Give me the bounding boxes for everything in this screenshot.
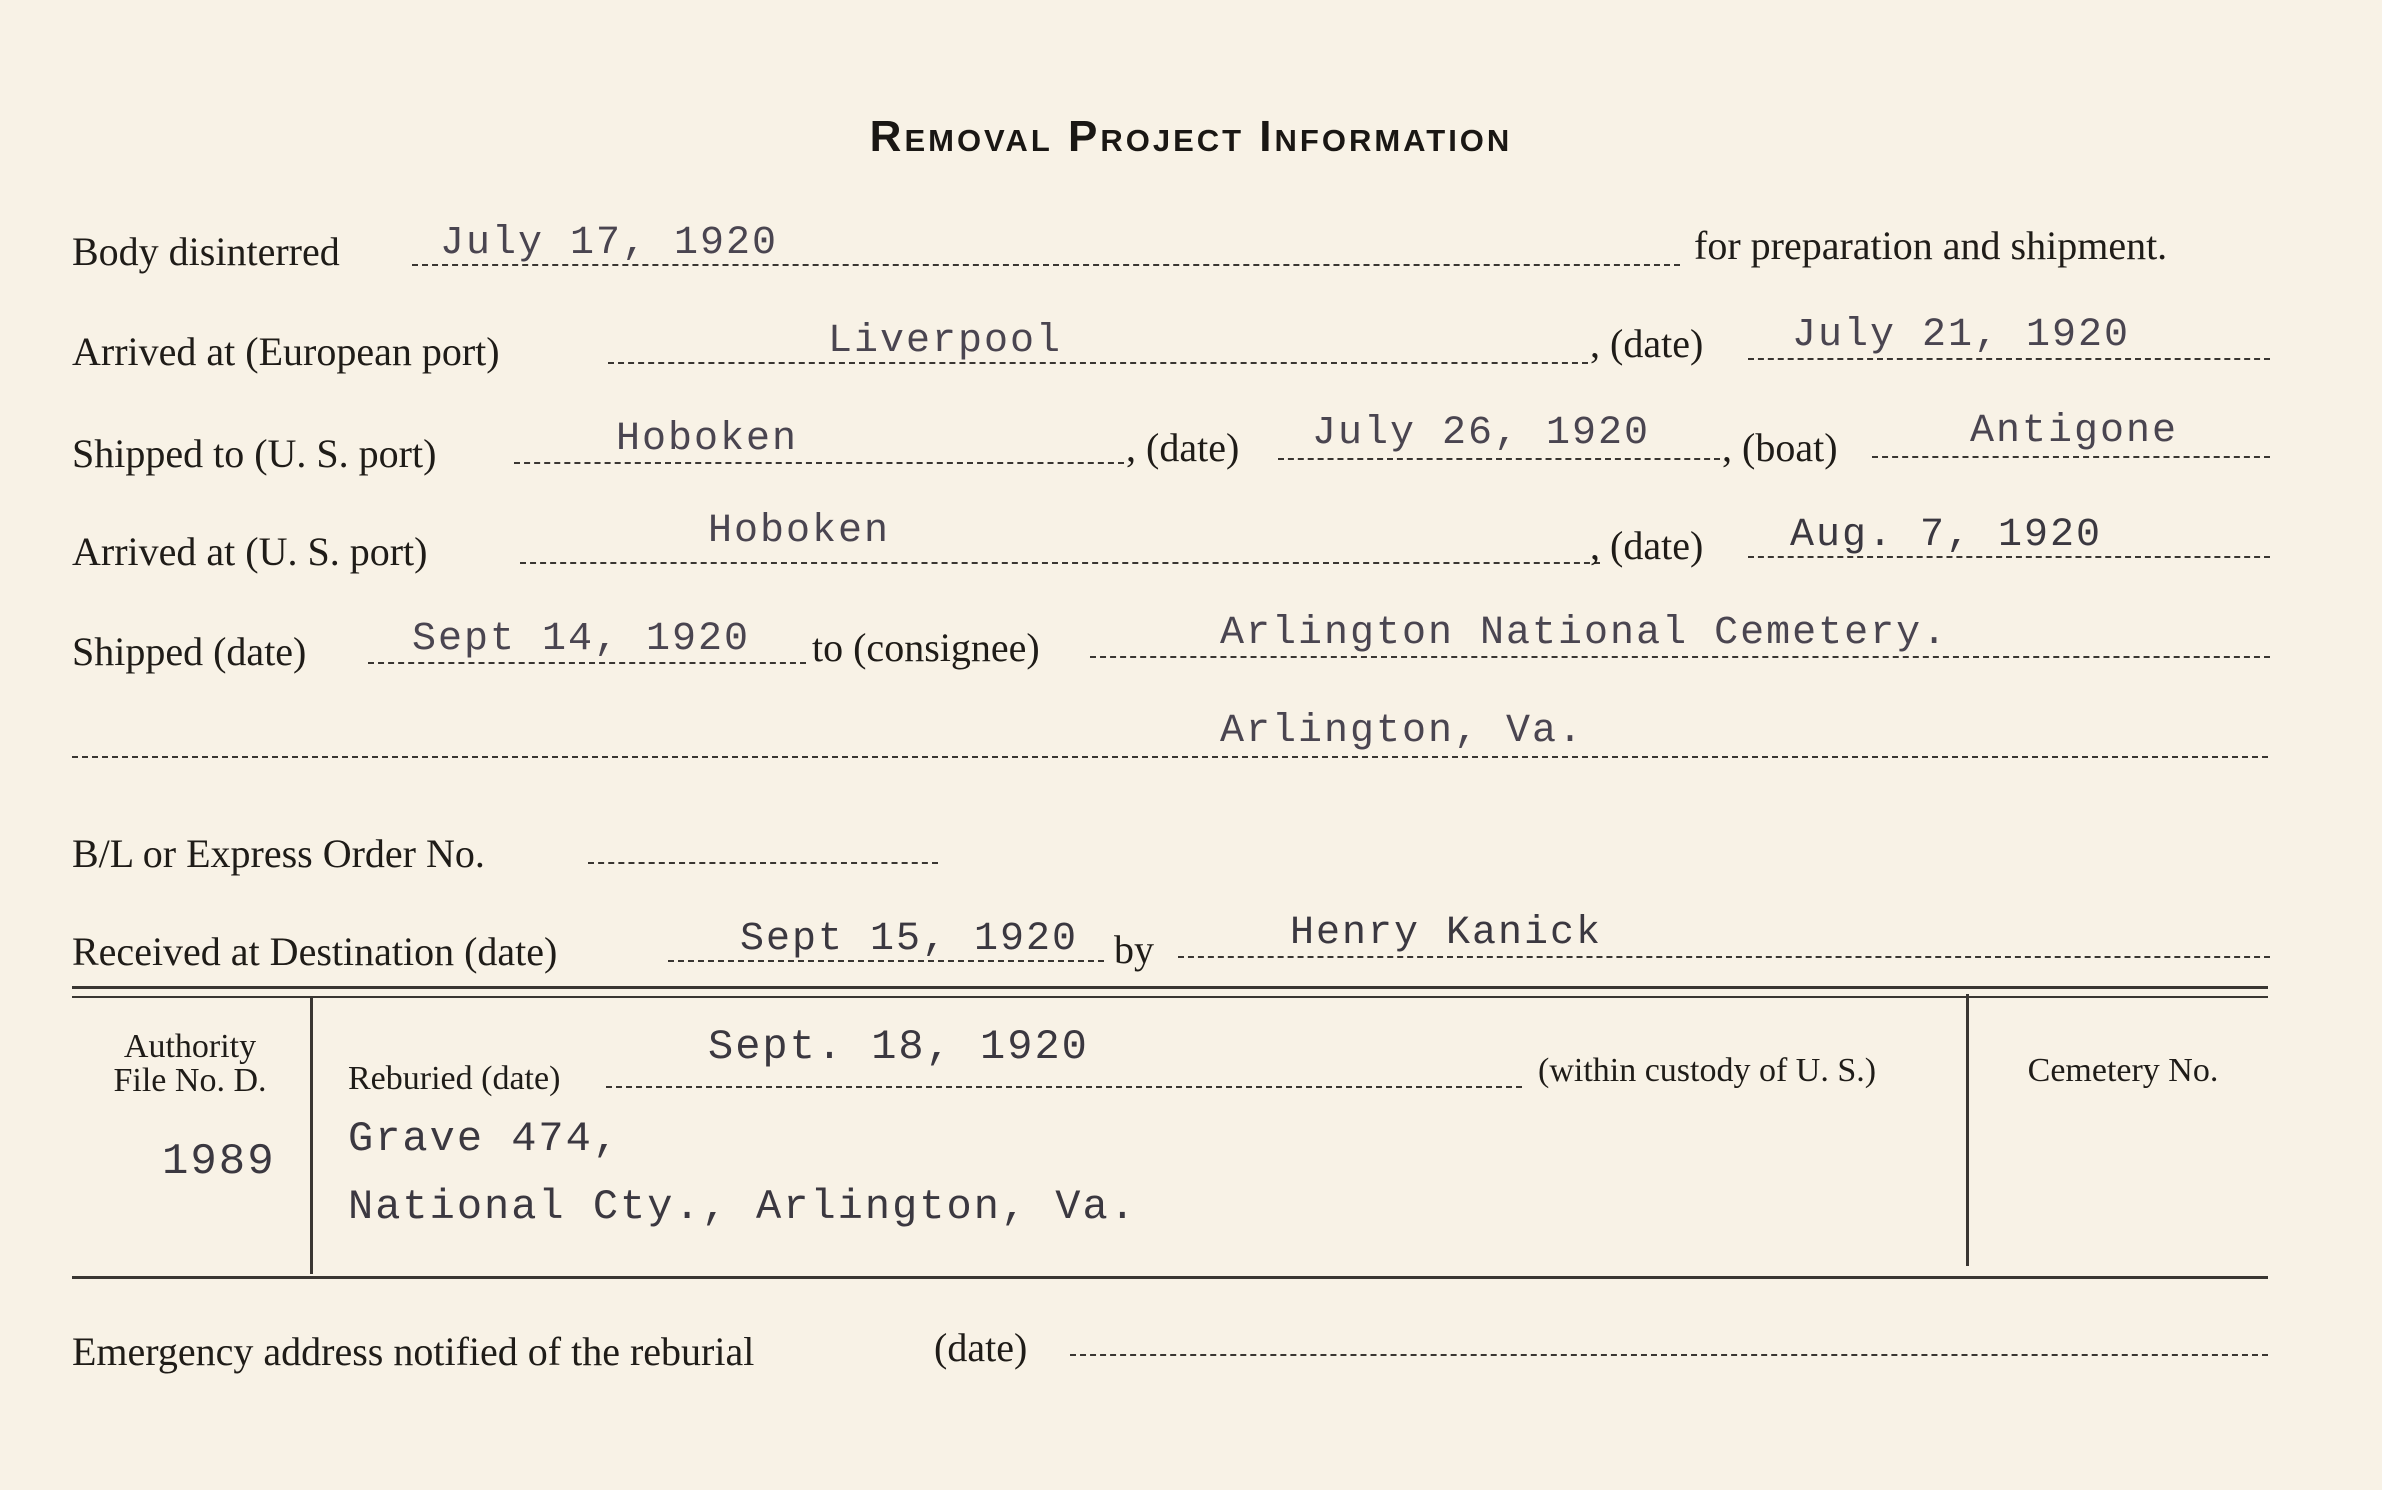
- european-port-date-line: [1748, 358, 2270, 360]
- arrived-date-value: Aug. 7, 1920: [1790, 513, 2103, 558]
- reburied-label: Reburied (date): [348, 1060, 561, 1097]
- boat-line: [1872, 456, 2270, 458]
- received-by-label: by: [1114, 927, 1154, 972]
- grave-line-1: Grave 474,: [348, 1115, 621, 1163]
- consignee-label: to (consignee): [812, 625, 1040, 670]
- authority-file-value: 1989: [162, 1137, 276, 1187]
- european-port-line: [608, 362, 1588, 364]
- european-port-date-label: , (date): [1590, 321, 1704, 366]
- emergency-date-label: (date): [934, 1325, 1028, 1370]
- shipped-date-row-label: Shipped (date): [72, 629, 307, 674]
- bl-order-line: [588, 862, 938, 864]
- box-top-rule-inner: [72, 996, 2268, 998]
- bl-order-label: B/L or Express Order No.: [72, 831, 485, 876]
- arrived-us-port-line: [520, 562, 1600, 564]
- body-disinterred-suffix: for preparation and shipment.: [1694, 223, 2168, 268]
- body-disinterred-value: July 17, 1920: [440, 221, 779, 266]
- boat-label: , (boat): [1722, 425, 1838, 470]
- arrived-us-port-label: Arrived at (U. S. port): [72, 529, 428, 574]
- emergency-date-line: [1070, 1354, 2268, 1356]
- box-top-rule: [72, 986, 2268, 989]
- shipped-us-port-value: Hoboken: [616, 417, 799, 462]
- received-by-line: [1178, 956, 2270, 958]
- shipped-us-port-line: [514, 462, 1124, 464]
- reburied-value: Sept. 18, 1920: [708, 1023, 1089, 1071]
- european-port-label: Arrived at (European port): [72, 329, 500, 374]
- authority-label-1: Authority: [123, 1028, 257, 1065]
- shipped-date-label: , (date): [1126, 425, 1240, 470]
- consignee-line-2: [72, 756, 2268, 758]
- shipped-us-port-label: Shipped to (U. S. port): [72, 431, 437, 476]
- european-port-date-value: July 21, 1920: [1792, 313, 2131, 358]
- box-bottom-rule: [72, 1276, 2268, 1279]
- shipped-date-line: [1278, 458, 1720, 460]
- shipped-date-row-line: [368, 662, 806, 664]
- consignee-value: Arlington National Cemetery.: [1220, 611, 1949, 656]
- body-disinterred-label: Body disinterred: [72, 229, 340, 274]
- emergency-address-label: Emergency address notified of the reburial: [72, 1329, 755, 1374]
- cemetery-no-label: Cemetery No.: [2027, 1052, 2219, 1089]
- received-date-value: Sept 15, 1920: [740, 917, 1079, 962]
- arrived-us-port-value: Hoboken: [708, 509, 891, 554]
- arrived-date-label: , (date): [1590, 523, 1704, 568]
- received-by-value: Henry Kanick: [1290, 911, 1603, 956]
- boat-value: Antigone: [1970, 409, 2179, 454]
- card-title: Removal Project Information: [869, 112, 1513, 161]
- grave-line-2: National Cty., Arlington, Va.: [348, 1183, 1137, 1231]
- shipped-date-value: July 26, 1920: [1312, 411, 1651, 456]
- box-divider-left: [310, 998, 313, 1274]
- custody-label: (within custody of U. S.): [1538, 1052, 1877, 1089]
- authority-label-2: File No. D.: [113, 1062, 267, 1099]
- european-port-value: Liverpool: [828, 319, 1063, 364]
- received-label: Received at Destination (date): [72, 929, 558, 974]
- shipped-date-row-value: Sept 14, 1920: [412, 617, 751, 662]
- reburied-line: [606, 1086, 1522, 1088]
- box-divider-right: [1966, 994, 1969, 1266]
- consignee-value-line2: Arlington, Va.: [1220, 709, 1585, 754]
- consignee-line: [1090, 656, 2270, 658]
